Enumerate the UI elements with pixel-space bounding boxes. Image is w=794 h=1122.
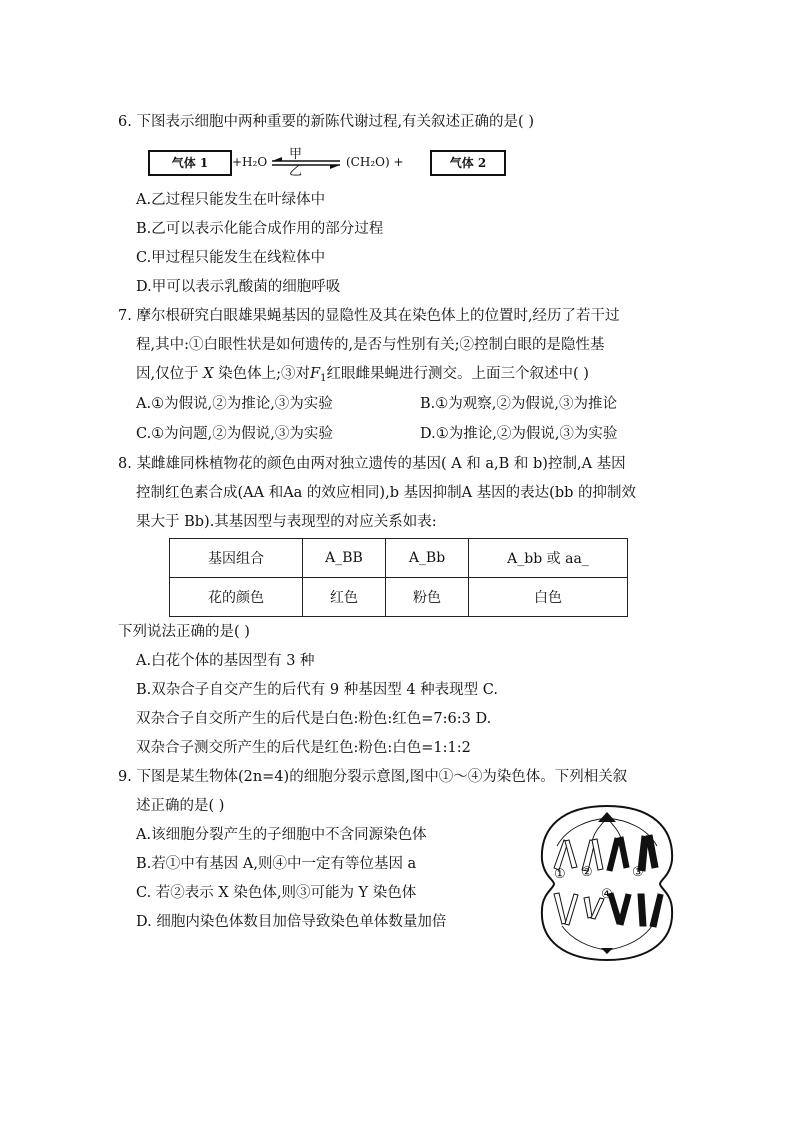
- q7-f-subscript: 1: [320, 373, 327, 384]
- q6-stem: 6. 下图表示细胞中两种重要的新陈代谢过程,有关叙述正确的是( ): [118, 114, 534, 130]
- cell-division-figure: [532, 798, 682, 968]
- q8-option-b: B.双杂合子自交产生的后代有 9 种基因型 4 种表现型 C.: [136, 682, 498, 698]
- q9-option-c: C. 若②表示 X 染色体,则③可能为 Y 染色体: [136, 885, 417, 901]
- q8-line2: 控制红色素合成(AA 和Aa 的效应相同),b 基因抑制A 基因的表达(bb 的抑制效: [136, 485, 636, 501]
- arrow-bottom-label: 乙: [289, 164, 303, 179]
- q6-option-a: A.乙过程只能发生在叶绿体中: [136, 192, 326, 208]
- h2o-label: +H₂O: [232, 155, 268, 169]
- q8-option-c: 双杂合子自交所产生的后代是白色:粉色:红色=7:6:3 D.: [136, 711, 492, 727]
- q7-option-b: B.①为观察,②为假说,③为推论: [420, 396, 617, 412]
- cell-membrane: [542, 806, 672, 960]
- spindle-pole-bottom: [601, 948, 613, 954]
- q8-option-a: A.白花个体的基因型有 3 种: [136, 653, 315, 669]
- q9-line1: 9. 下图是某生物体(2n=4)的细胞分裂示意图,图中①～④为染色体。下列相关叙: [118, 769, 628, 785]
- q8-prompt: 下列说法正确的是( ): [118, 624, 250, 640]
- arrow-top-label: 甲: [289, 147, 303, 162]
- table-cell: 基因组合: [170, 539, 303, 578]
- q6-option-b: B.乙可以表示化能合成作用的部分过程: [136, 221, 384, 237]
- reversible-arrow-icon: [268, 150, 344, 176]
- gas1-box: 气体 1: [148, 150, 232, 176]
- q7-option-a: A.①为假说,②为推论,③为实验: [136, 396, 333, 412]
- table-cell: A_Bb: [386, 539, 469, 578]
- q8-option-d: 双杂合子测交所产生的后代是红色:粉色:白色=1:1:2: [136, 740, 471, 756]
- q7-f-symbol: F: [310, 366, 321, 382]
- q7-line3-c: 红眼雌果蝇进行测交。上面三个叙述中( ): [326, 366, 589, 382]
- spindle-pole-top: [598, 812, 616, 822]
- table-row: [170, 578, 628, 617]
- gas2-box: 气体 2: [430, 150, 506, 176]
- q7-line3: [136, 364, 589, 389]
- q9-option-a: A.该细胞分裂产生的子细胞中不含同源染色体: [136, 827, 427, 843]
- q9-option-b: B.若①中有基因 A,则④中一定有等位基因 a: [136, 856, 417, 872]
- q7-line3-a: 因,仅位于: [136, 366, 199, 382]
- table-cell: A_bb 或 aa_: [469, 539, 628, 578]
- label-1: ①: [554, 867, 566, 882]
- label-4: ④: [601, 887, 613, 902]
- q9-option-d: D. 细胞内染色体数目加倍导致染色单体数量加倍: [136, 914, 447, 930]
- label-2: ②: [581, 865, 593, 880]
- q7-line1: 7. 摩尔根研究白眼雄果蝇基因的显隐性及其在染色体上的位置时,经历了若干过: [118, 308, 620, 324]
- label-3: ③: [632, 865, 644, 880]
- q7-line3-b: 染色体上;③对: [218, 366, 311, 382]
- q9-line2: 述正确的是( ): [136, 798, 225, 814]
- table-cell: A_BB: [303, 539, 386, 578]
- q7-option-c: C.①为问题,②为假说,③为实验: [136, 426, 333, 442]
- genotype-table: [169, 538, 628, 617]
- table-cell: 花的颜色: [170, 578, 303, 617]
- table-cell: 红色: [303, 578, 386, 617]
- table-cell: 白色: [469, 578, 628, 617]
- q7-option-d: D.①为推论,②为假说,③为实验: [420, 426, 618, 442]
- q7-line2: 程,其中:①白眼性状是如何遗传的,是否与性别有关;②控制白眼的是隐性基: [136, 337, 605, 353]
- q7-x-symbol: X: [203, 366, 214, 382]
- q8-line3: 果大于 Bb).其基因型与表现型的对应关系如表:: [136, 514, 437, 530]
- q6-option-c: C.甲过程只能发生在线粒体中: [136, 250, 326, 266]
- table-cell: 粉色: [386, 578, 469, 617]
- table-row: [170, 539, 628, 578]
- q8-line1: 8. 某雌雄同株植物花的颜色由两对独立遗传的基因( A 和 a,B 和 b)控制,A 基因: [118, 456, 626, 472]
- ch2o-label: (CH₂O) +: [346, 155, 404, 169]
- q6-option-d: D.甲可以表示乳酸菌的细胞呼吸: [136, 279, 341, 295]
